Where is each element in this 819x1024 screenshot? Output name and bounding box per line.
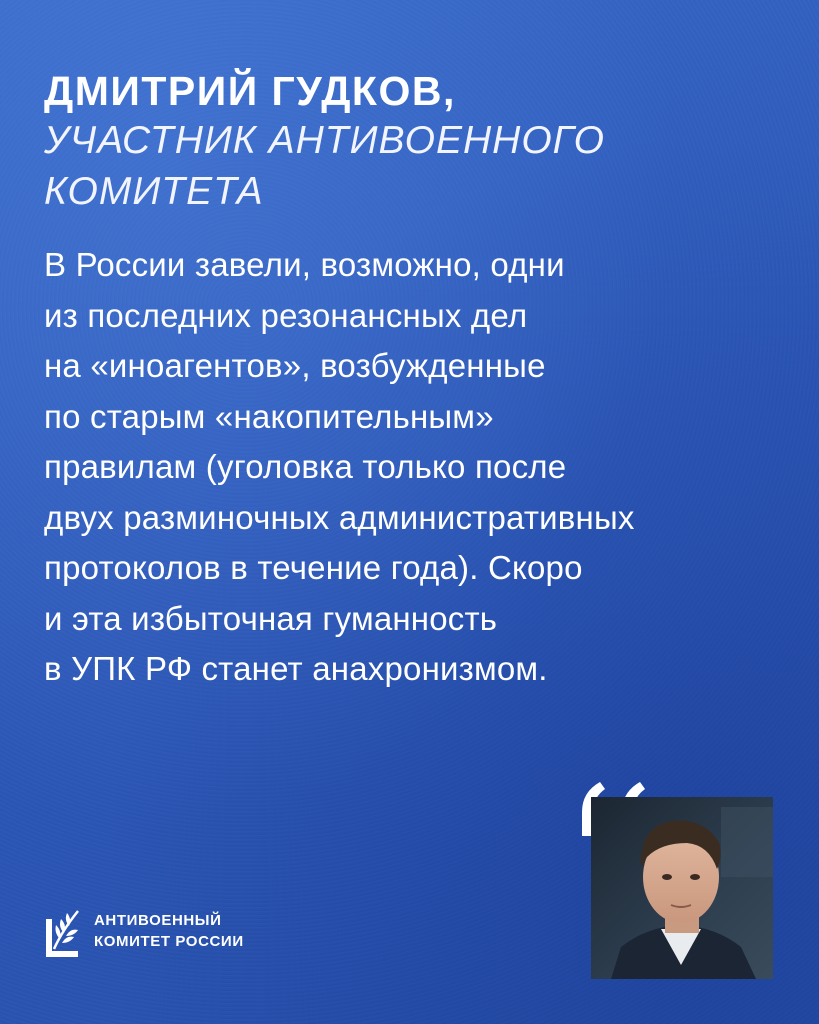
wheat-ear-logo-icon (44, 905, 84, 957)
quote-line: и эта избыточная гуманность (44, 599, 498, 637)
speaker-role (44, 115, 724, 217)
speaker-role-line: УЧАСТНИК АНТИВОЕННОГО (44, 119, 605, 162)
quote-line: В России завели, возможно, одни (44, 246, 565, 283)
speaker-portrait-image (591, 797, 773, 979)
quote-line: правилам (уголовка только после (44, 448, 567, 485)
speaker-photo (591, 797, 773, 979)
organization-logo (44, 905, 244, 957)
speaker-role-line: КОМИТЕТА (44, 170, 264, 213)
quote-line: двух разминочных административных (44, 498, 635, 536)
quote-text (44, 240, 784, 695)
quote-line: из последних резонансных дел (44, 296, 528, 334)
quote-line: на «иноагентов», возбужденные (44, 347, 546, 384)
quote-line: в УПК РФ станет анахронизмом. (44, 650, 548, 687)
quote-line: по старым «накопительным» (44, 397, 494, 435)
speaker-name: ДМИТРИЙ ГУДКОВ, (44, 68, 456, 114)
quote-line: протоколов в течение года). Скоро (44, 549, 583, 586)
organization-name (94, 910, 244, 952)
organization-name-line: КОМИТЕТ РОССИИ (94, 933, 244, 950)
organization-name-line: АНТИВОЕННЫЙ (94, 912, 222, 929)
